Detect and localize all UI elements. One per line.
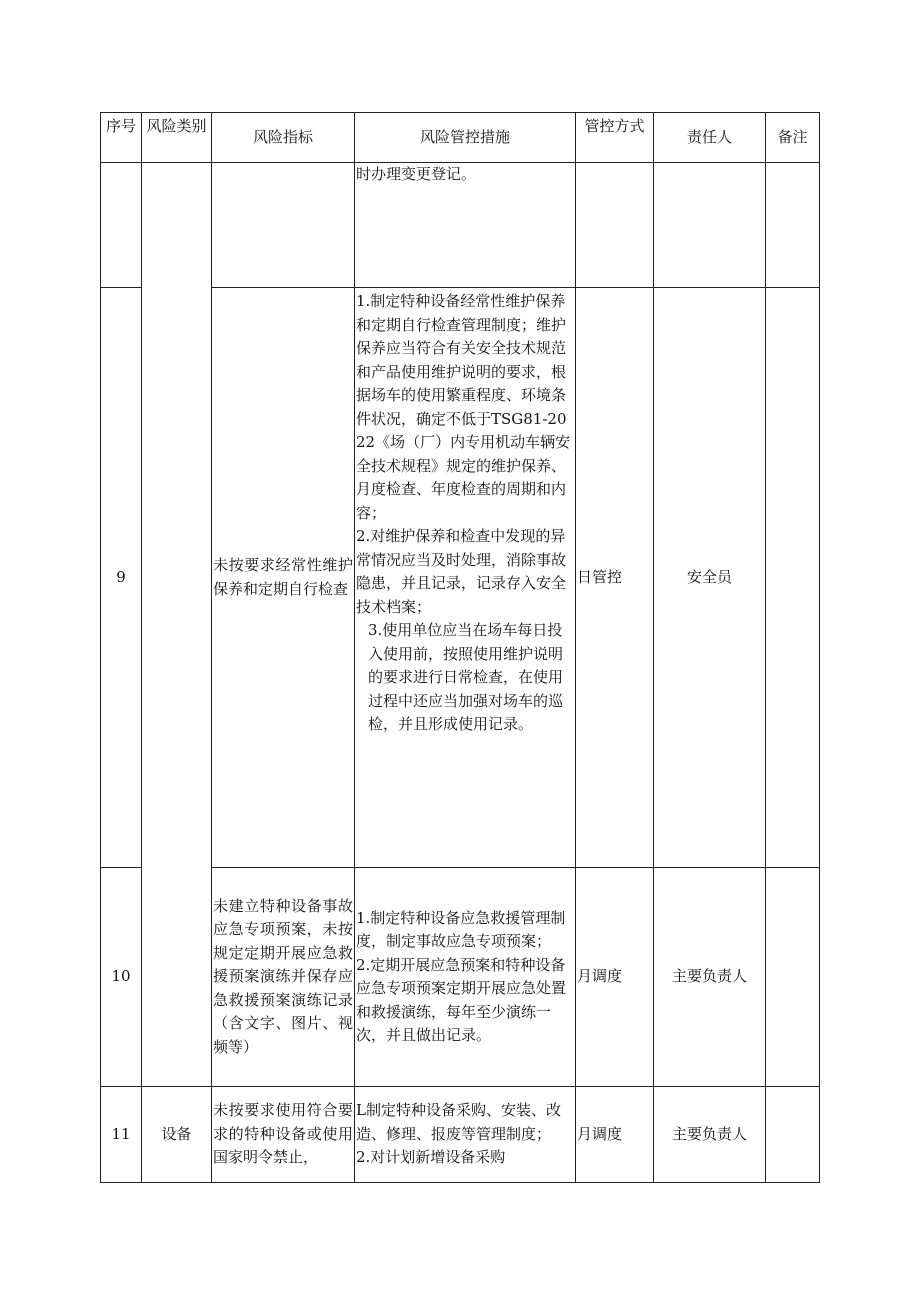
measure-line: 2.对计划新增设备采购 — [356, 1148, 506, 1167]
row-measures — [355, 288, 576, 868]
header-method: 管控方式 — [576, 113, 654, 163]
row-measures — [355, 868, 576, 1087]
measure-line: 3.使用单位应当在场车每日投入使用前，按照使用维护说明的要求进行日常检查，在使用过程中还应当加强对场车的巡检，并且形成使用记录。 — [368, 621, 564, 733]
row-owner: 主要负责人 — [654, 868, 766, 1087]
row-method: 月调度 — [576, 868, 654, 1087]
row-indicator — [212, 163, 355, 288]
measure-line: 1.制定特种设备应急救援管理制度，制定事故应急专项预案； — [356, 908, 566, 950]
measure-line: 时办理变更登记。 — [356, 165, 477, 183]
measure-line: L制定特种设备采购、安装、改造、修理、报废等管理制度； — [356, 1101, 561, 1143]
table-row — [101, 1087, 820, 1183]
row-remark — [766, 163, 820, 288]
row-measures — [355, 1087, 576, 1183]
risk-control-table — [100, 112, 820, 1183]
header-row — [101, 113, 820, 163]
row-remark — [766, 288, 820, 868]
row-method: 月调度 — [576, 1087, 654, 1183]
row-owner — [654, 163, 766, 288]
row-remark — [766, 1087, 820, 1183]
header-remark: 备注 — [766, 113, 820, 163]
measure-line: 2.对维护保养和检查中发现的异常情况应当及时处理，消除事故隐患，并且记录，记录存入安全技术档案； — [356, 527, 567, 616]
row-owner: 安全员 — [654, 288, 766, 868]
header-category: 风险类别 — [142, 113, 212, 163]
table-row — [101, 163, 820, 288]
header-owner: 责任人 — [654, 113, 766, 163]
row-remark — [766, 868, 820, 1087]
row-seq: 10 — [101, 868, 142, 1087]
row-category-merged — [142, 163, 212, 1087]
row-seq — [101, 163, 142, 288]
row-category: 设备 — [142, 1087, 212, 1183]
header-seq: 序号 — [101, 113, 142, 163]
row-indicator: 未按要求使用符合要求的特种设备或使用国家明令禁止， — [212, 1087, 355, 1183]
row-indicator: 未建立特种设备事故应急专项预案，未按规定定期开展应急救援预案演练并保存应急救援预案演练记录（含文字、图片、视频等） — [212, 868, 355, 1087]
header-indicator: 风险指标 — [212, 113, 355, 163]
measure-line: 2.定期开展应急预案和特种设备应急专项预案定期开展应急处置和救援演练，每年至少演练一次，并且做出记录。 — [356, 955, 567, 1044]
row-measures — [355, 163, 576, 288]
row-owner: 主要负责人 — [654, 1087, 766, 1183]
row-seq: 9 — [101, 288, 142, 868]
row-method: 日管控 — [576, 288, 654, 868]
row-method — [576, 163, 654, 288]
header-measures: 风险管控措施 — [355, 113, 576, 163]
row-indicator: 未按要求经常性维护保养和定期自行检查 — [212, 288, 355, 868]
row-seq: 11 — [101, 1087, 142, 1183]
measure-line: 1.制定特种设备经常性维护保养和定期自行检查管理制度；维护保养应当符合有关安全技术规范和产品使用维护说明的要求，根据场车的使用繁重程度、环境条件状况，确定不低于TSG81-2022《场（厂）内专用机动车辆安全技术规程》规定的维护保养、月度检查、年度检查的周期和内容； — [356, 292, 571, 522]
